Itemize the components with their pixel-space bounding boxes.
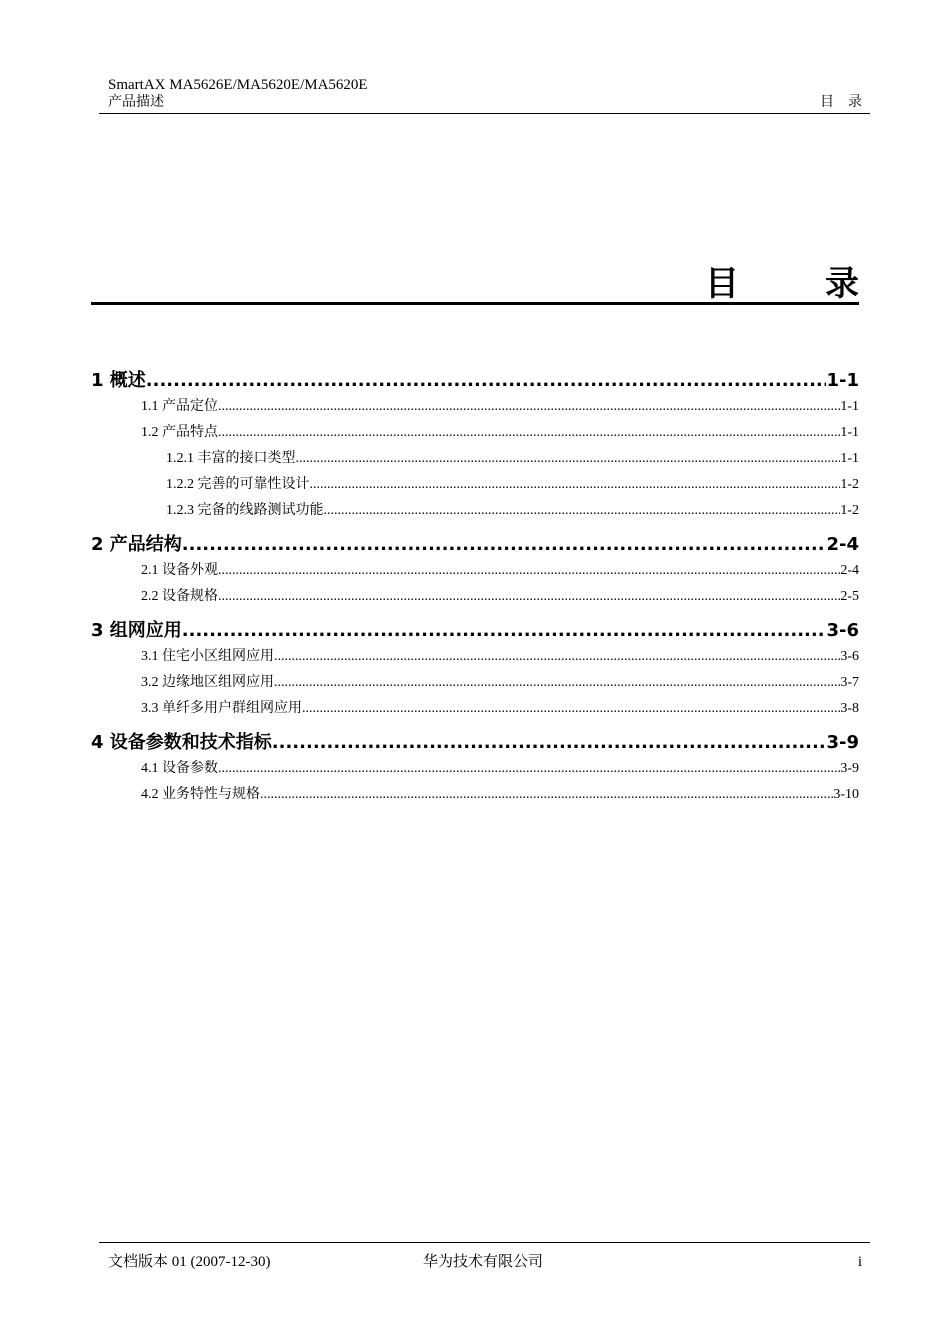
- footer-rule: [99, 1242, 870, 1243]
- toc-entry-label: 3.2 边缘地区组网应用: [141, 675, 274, 690]
- toc-leader-dots: [218, 558, 840, 584]
- toc-entry[interactable]: [91, 782, 859, 808]
- toc-leader-dots: [260, 782, 833, 808]
- footer-version: 文档版本 01 (2007-12-30): [108, 1254, 271, 1270]
- toc-entry[interactable]: [91, 670, 859, 696]
- toc-entry-label: 4.2 业务特性与规格: [141, 787, 260, 802]
- toc-entry[interactable]: [91, 472, 859, 498]
- toc-leader-dots: [218, 584, 840, 610]
- toc-title: 目 录: [705, 264, 885, 304]
- header-doc-name: 产品描述: [108, 95, 164, 110]
- toc-leader-dots: [218, 394, 840, 420]
- toc-leader-dots: [218, 420, 840, 446]
- toc-entry[interactable]: [91, 756, 859, 782]
- toc-leader-dots: [274, 670, 840, 696]
- toc-leader-dots: [274, 644, 840, 670]
- toc-entry[interactable]: [91, 730, 859, 756]
- footer-page-number: i: [857, 1254, 862, 1270]
- toc-entry-label: 1.2.3 完备的线路测试功能: [166, 503, 324, 518]
- toc-entry[interactable]: [91, 584, 859, 610]
- toc-leader-dots: [302, 696, 840, 722]
- header-product: SmartAX MA5626E/MA5620E/MA5620E: [108, 77, 368, 93]
- toc-entry-label: 1.2.2 完善的可靠性设计: [166, 477, 310, 492]
- toc-entry-page: 2-4: [826, 534, 859, 555]
- toc-entry-label: 3.3 单纤多用户群组网应用: [141, 701, 302, 716]
- header-rule: [99, 113, 870, 114]
- toc-entry-page: 3-9: [840, 761, 859, 776]
- toc-entry-page: 1-1: [840, 451, 859, 466]
- toc-entry-label: 2.2 设备规格: [141, 589, 218, 604]
- toc-entry-label: 1.2.1 丰富的接口类型: [166, 451, 296, 466]
- toc-entry[interactable]: [91, 368, 859, 394]
- toc-entry-page: 2-5: [840, 589, 859, 604]
- toc-entry[interactable]: [91, 644, 859, 670]
- toc-leader-dots: [182, 618, 827, 644]
- toc-entry-page: 3-6: [840, 649, 859, 664]
- toc-entry-label: 2.1 设备外观: [141, 563, 218, 578]
- toc-entry-label: 1 概述: [91, 370, 146, 391]
- toc-entry-label: 1.2 产品特点: [141, 425, 218, 440]
- toc-entry-page: 3-9: [826, 732, 859, 753]
- toc-entry[interactable]: [91, 394, 859, 420]
- footer-company: 华为技术有限公司: [423, 1254, 544, 1270]
- page-header: [108, 76, 870, 112]
- toc-entry[interactable]: [91, 558, 859, 584]
- toc-entry-page: 1-1: [840, 399, 859, 414]
- toc-leader-dots: [272, 730, 827, 756]
- toc-entry-page: 2-4: [840, 563, 859, 578]
- toc-entry-page: 1-1: [826, 370, 859, 391]
- toc-entry-page: 1-1: [840, 425, 859, 440]
- table-of-contents: [91, 368, 859, 808]
- toc-entry-page: 3-6: [826, 620, 859, 641]
- toc-entry-page: 3-7: [840, 675, 859, 690]
- toc-entry[interactable]: [91, 498, 859, 524]
- toc-entry-label: 3.1 住宅小区组网应用: [141, 649, 274, 664]
- toc-entry-label: 4 设备参数和技术指标: [91, 732, 272, 753]
- toc-entry-page: 3-8: [840, 701, 859, 716]
- toc-leader-dots: [146, 368, 827, 394]
- toc-leader-dots: [310, 472, 841, 498]
- toc-leader-dots: [218, 756, 840, 782]
- toc-entry-label: 3 组网应用: [91, 620, 182, 641]
- toc-entry[interactable]: [91, 618, 859, 644]
- toc-leader-dots: [182, 532, 827, 558]
- title-rule: [91, 302, 859, 305]
- toc-entry-page: 1-2: [840, 503, 859, 518]
- toc-leader-dots: [324, 498, 841, 524]
- toc-entry[interactable]: [91, 696, 859, 722]
- toc-entry-page: 1-2: [840, 477, 859, 492]
- toc-leader-dots: [296, 446, 841, 472]
- toc-entry-label: 1.1 产品定位: [141, 399, 218, 414]
- header-section: 目 录: [820, 95, 862, 110]
- toc-entry-label: 2 产品结构: [91, 534, 182, 555]
- toc-entry[interactable]: [91, 420, 859, 446]
- toc-entry[interactable]: [91, 446, 859, 472]
- toc-entry-label: 4.1 设备参数: [141, 761, 218, 776]
- toc-entry[interactable]: [91, 532, 859, 558]
- toc-entry-page: 3-10: [833, 787, 859, 802]
